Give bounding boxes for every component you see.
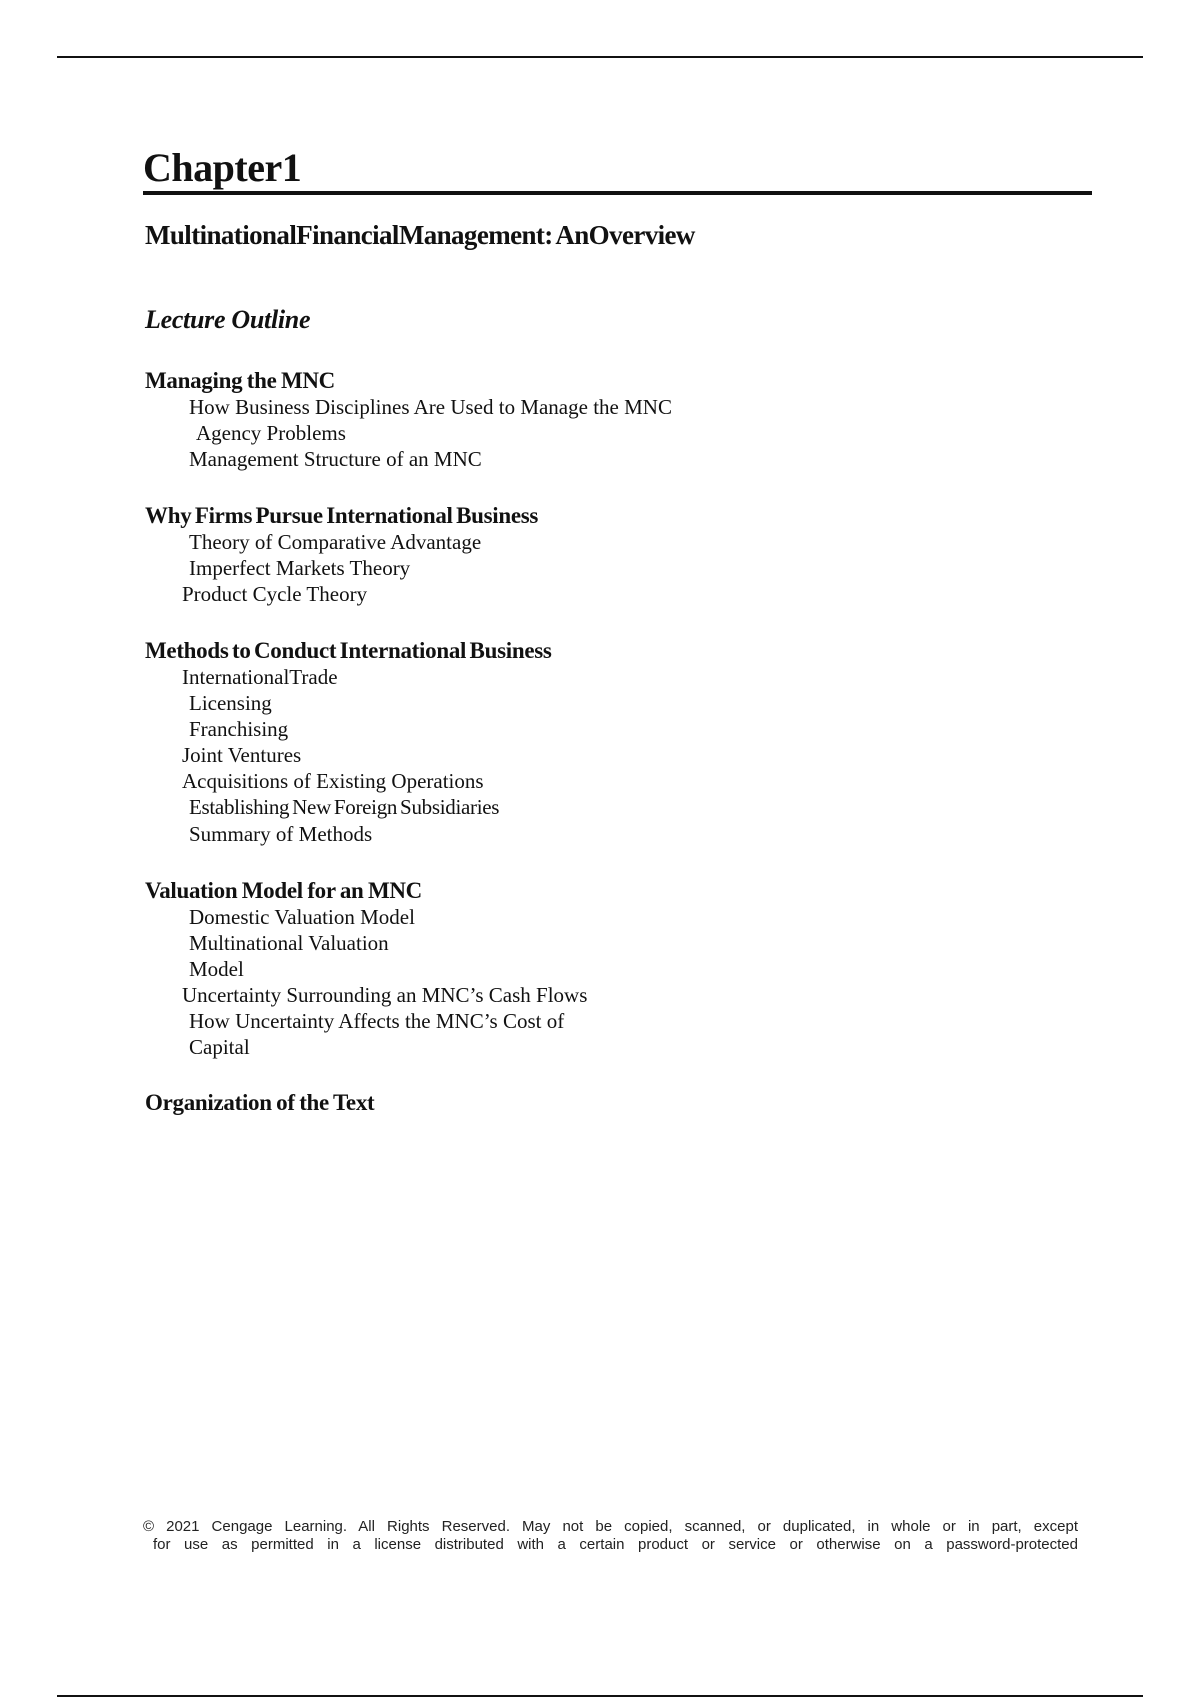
footer-line-1: © 2021 Cengage Learning. All Rights Reserved. May not be copied, scanned, or duplicated, in whole or in part, except (143, 1518, 1078, 1535)
chapter-subtitle: MultinationalFinancialManagement: AnOverview (145, 220, 695, 250)
section-title: Managing the MNC (145, 368, 335, 393)
list-item: InternationalTrade (182, 665, 338, 689)
section-title: Organization of the Text (145, 1090, 375, 1115)
list-item: Franchising (189, 717, 289, 741)
list-item: Domestic Valuation Model (189, 905, 415, 929)
outline-section-managing (145, 368, 945, 472)
section-items (145, 904, 945, 1060)
list-item: Agency Problems (196, 421, 346, 445)
section-items (145, 394, 945, 472)
list-item: Product Cycle Theory (182, 582, 368, 606)
outline-section-organization (145, 1090, 945, 1116)
section-items (145, 529, 945, 607)
list-item: Imperfect Markets Theory (189, 556, 411, 580)
chapter-heading: Chapter1 (143, 145, 1092, 195)
list-item: Multinational Valuation (189, 931, 389, 955)
section-title: Why Firms Pursue International Business (145, 503, 539, 528)
footer-line-2: for use as permitted in a license distributed with a certain product or service or otherwise on a password-protected (153, 1536, 1078, 1553)
list-item: Management Structure of an MNC (189, 447, 482, 471)
list-item: Summary of Methods (189, 822, 373, 846)
list-item: Capital (189, 1035, 250, 1059)
lecture-outline-heading: Lecture Outline (145, 305, 311, 334)
bottom-rule (57, 1695, 1143, 1697)
list-item: Joint Ventures (182, 743, 302, 767)
section-items (145, 664, 945, 848)
outline-section-methods (145, 638, 945, 848)
section-title: Valuation Model for an MNC (145, 878, 422, 903)
list-item: How Uncertainty Affects the MNC’s Cost of (189, 1009, 565, 1033)
list-item: How Business Disciplines Are Used to Manage the MNC (189, 395, 672, 419)
outline-section-valuation (145, 878, 945, 1060)
top-rule (57, 56, 1143, 58)
list-item: Theory of Comparative Advantage (189, 530, 482, 554)
list-item: Establishing New Foreign Subsidiaries (189, 795, 500, 819)
list-item: Acquisitions of Existing Operations (182, 769, 484, 793)
outline-section-why-firms (145, 503, 945, 607)
list-item: Uncertainty Surrounding an MNC’s Cash Flows (182, 983, 588, 1007)
list-item: Licensing (189, 691, 272, 715)
section-title: Methods to Conduct International Business (145, 638, 552, 663)
copyright-footer (143, 1518, 1078, 1558)
list-item: Model (189, 957, 244, 981)
